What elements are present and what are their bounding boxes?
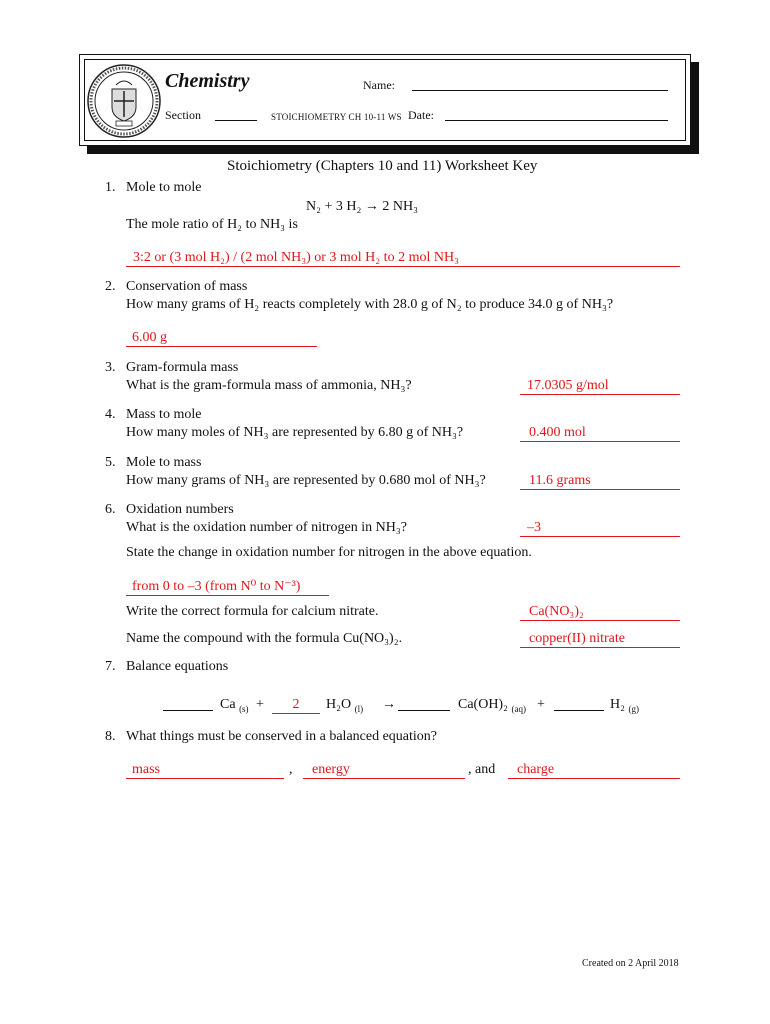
q4-heading: Mass to mole	[126, 407, 202, 422]
q7-number: 7.	[105, 659, 116, 674]
q8-number: 8.	[105, 729, 116, 744]
q6-answer: –3	[520, 520, 680, 537]
q6-number: 6.	[105, 502, 116, 517]
q7-coef-h2o: 2	[272, 697, 320, 714]
q6-prompt-4: Name the compound with the formula Cu(NO₃)₂.	[126, 631, 403, 646]
date-label: Date:	[408, 108, 434, 122]
q6-heading: Oxidation numbers	[126, 502, 234, 517]
date-field[interactable]	[445, 120, 668, 121]
q5-prompt: How many grams of NH₃ are represented by 0.680 mol of NH₃?	[126, 473, 486, 488]
q4-number: 4.	[105, 407, 116, 422]
q5-answer: 11.6 grams	[520, 473, 680, 490]
q7-blank-h2[interactable]	[554, 710, 604, 711]
q7-plus-1: +	[256, 697, 264, 712]
q3-heading: Gram-formula mass	[126, 360, 239, 375]
q8-sep-2: , and	[468, 762, 496, 777]
q6-prompt: What is the oxidation number of nitrogen in NH₃?	[126, 520, 407, 535]
name-label: Name:	[363, 78, 395, 92]
header-box	[79, 54, 691, 146]
q6-answer-3: Ca(NO₃)₂	[520, 604, 680, 621]
section-field[interactable]	[215, 120, 257, 121]
course-title: Chemistry	[165, 70, 250, 92]
q8-sep-1: ,	[289, 762, 293, 777]
q4-answer: 0.400 mol	[520, 425, 680, 442]
q1-number: 1.	[105, 180, 116, 195]
page-title: Stoichiometry (Chapters 10 and 11) Worksheet Key	[227, 158, 538, 174]
q7-plus-2: +	[537, 697, 545, 712]
q5-heading: Mole to mass	[126, 455, 202, 470]
q7-ca: Ca $_{(s)}$	[220, 697, 249, 714]
q7-caoh: Ca(OH)₂ $_{(aq)}$	[458, 697, 526, 714]
q1-prompt: The mole ratio of H₂ to NH₃ is	[126, 217, 298, 232]
course-code: STOICHIOMETRY CH 10-11 WS	[271, 112, 402, 122]
q7-blank-caoh[interactable]	[398, 710, 450, 711]
q1-answer: 3:2 or (3 mol H₂) / (2 mol NH₃) or 3 mol H₂ to 2 mol NH₃	[126, 250, 680, 267]
school-seal-icon	[86, 63, 162, 139]
q2-heading: Conservation of mass	[126, 279, 248, 294]
q7-blank-ca[interactable]	[163, 710, 213, 711]
q7-h2o: H₂O $_{(l)}$	[326, 697, 364, 714]
q8-answer-1: mass	[126, 762, 284, 779]
name-field[interactable]	[412, 90, 668, 91]
q7-arrow: →	[382, 697, 396, 712]
q1-equation: N₂ + 3 H₂ → 2 NH₃	[306, 199, 418, 214]
q6-answer-2: from 0 to –3 (from N⁰ to N⁻³)	[126, 578, 329, 596]
q3-number: 3.	[105, 360, 116, 375]
q2-answer: 6.00 g	[126, 330, 317, 347]
footer-created-date: Created on 2 April 2018	[582, 958, 679, 969]
q2-prompt: How many grams of H₂ reacts completely with 28.0 g of N₂ to produce 34.0 g of NH₃?	[126, 297, 614, 312]
q6-answer-4: copper(II) nitrate	[520, 631, 680, 648]
section-label: Section	[165, 108, 201, 122]
q7-h2: H₂ $_{(g)}$	[610, 697, 639, 714]
q8-answer-3: charge	[508, 762, 680, 779]
q5-number: 5.	[105, 455, 116, 470]
q8-prompt: What things must be conserved in a balanced equation?	[126, 729, 438, 744]
q7-heading: Balance equations	[126, 659, 229, 674]
q8-answer-2: energy	[303, 762, 465, 779]
q3-prompt: What is the gram-formula mass of ammonia, NH₃?	[126, 378, 412, 393]
q6-prompt-2: State the change in oxidation number for nitrogen in the above equation.	[126, 545, 532, 560]
q4-prompt: How many moles of NH₃ are represented by 6.80 g of NH₃?	[126, 425, 464, 440]
q6-prompt-3: Write the correct formula for calcium nitrate.	[126, 604, 379, 619]
q2-number: 2.	[105, 279, 116, 294]
q1-heading: Mole to mole	[126, 180, 202, 195]
q3-answer: 17.0305 g/mol	[520, 378, 680, 395]
